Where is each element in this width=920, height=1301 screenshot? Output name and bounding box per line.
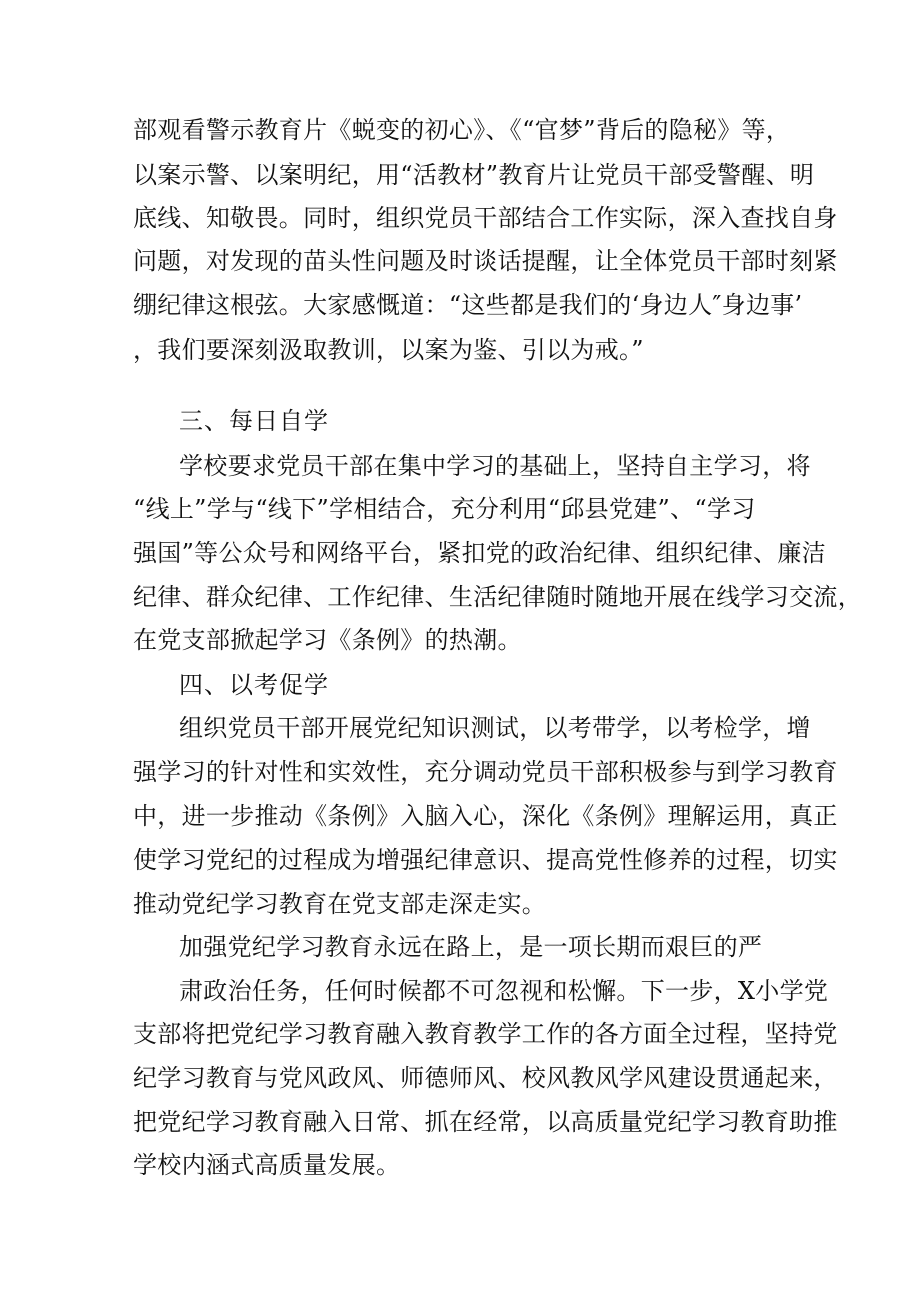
para6-line-2: 支部将把党纪学习教育融入教育教学工作的各方面全过程，坚持党 bbox=[133, 1020, 838, 1048]
section-heading-4: 四、以考促学 bbox=[179, 671, 329, 699]
para1-line-2: 以案示警、以案明纪，用“活教材”教育片让党员干部受警醒、明 bbox=[133, 161, 815, 189]
para1-line-6: ，我们要深刻汲取教训，以案为鉴、引以为戒。” bbox=[133, 336, 644, 364]
section-heading-3: 三、每日自学 bbox=[179, 407, 329, 435]
para1-line-3: 底线、知敬畏。同时，组织党员干部结合工作实际，深入查找自身 bbox=[133, 204, 838, 232]
para4-line-3: 中，进一步推动《条例》入脑入心，深化《条例》理解运用，真正 bbox=[133, 802, 838, 830]
para1-line-1: 部观看警示教育片《蜕变的初心》、《“官梦”背后的隐秘》等， bbox=[133, 116, 791, 144]
para6-line-4: 把党纪学习教育融入日常、抓在经常，以高质量党纪学习教育助推 bbox=[133, 1108, 838, 1136]
para3-line-5: 在党支部掀起学习《条例》的热潮。 bbox=[133, 626, 522, 654]
para3-line-2: “线上”学与“线下”学相结合，充分利用“邱县党建”、“学习 bbox=[133, 495, 756, 523]
para4-line-5: 推动党纪学习教育在党支部走深走实。 bbox=[133, 890, 547, 918]
para4-line-2: 强学习的针对性和实效性，充分调动党员干部积极参与到学习教育 bbox=[133, 758, 838, 786]
para6-line-1: 肃政治任务，任何时候都不可忽视和松懈。下一步，X小学党 bbox=[179, 977, 829, 1005]
para3-line-4: 纪律、群众纪律、工作纪律、生活纪律随时随地开展在线学习交流， bbox=[133, 583, 862, 611]
para6-line-3: 纪学习教育与党风政风、师德师风、校风教风学风建设贯通起来， bbox=[133, 1064, 838, 1092]
para4-line-4: 使学习党纪的过程成为增强纪律意识、提高党性修养的过程，切实 bbox=[133, 846, 838, 874]
para4-line-1: 组织党员干部开展党纪知识测试，以考带学，以考检学，增 bbox=[179, 714, 811, 742]
para5-line-1: 加强党纪学习教育永远在路上，是一项长期而艰巨的严 bbox=[179, 933, 763, 961]
para6-line-5: 学校内涵式高质量发展。 bbox=[133, 1151, 401, 1179]
para1-line-4: 问题，对发现的苗头性问题及时谈话提醒，让全体党员干部时刻紧 bbox=[133, 247, 838, 275]
para3-line-1: 学校要求党员干部在集中学习的基础上，坚持自主学习，将 bbox=[179, 452, 811, 480]
para1-line-5: 绷纪律这根弦。大家感慨道：“这些都是我们的‘身边人″身边事’ bbox=[133, 291, 803, 319]
para3-line-3: 强国”等公众号和网络平台，紧扣党的政治纪律、组织纪律、廉洁 bbox=[133, 539, 826, 567]
